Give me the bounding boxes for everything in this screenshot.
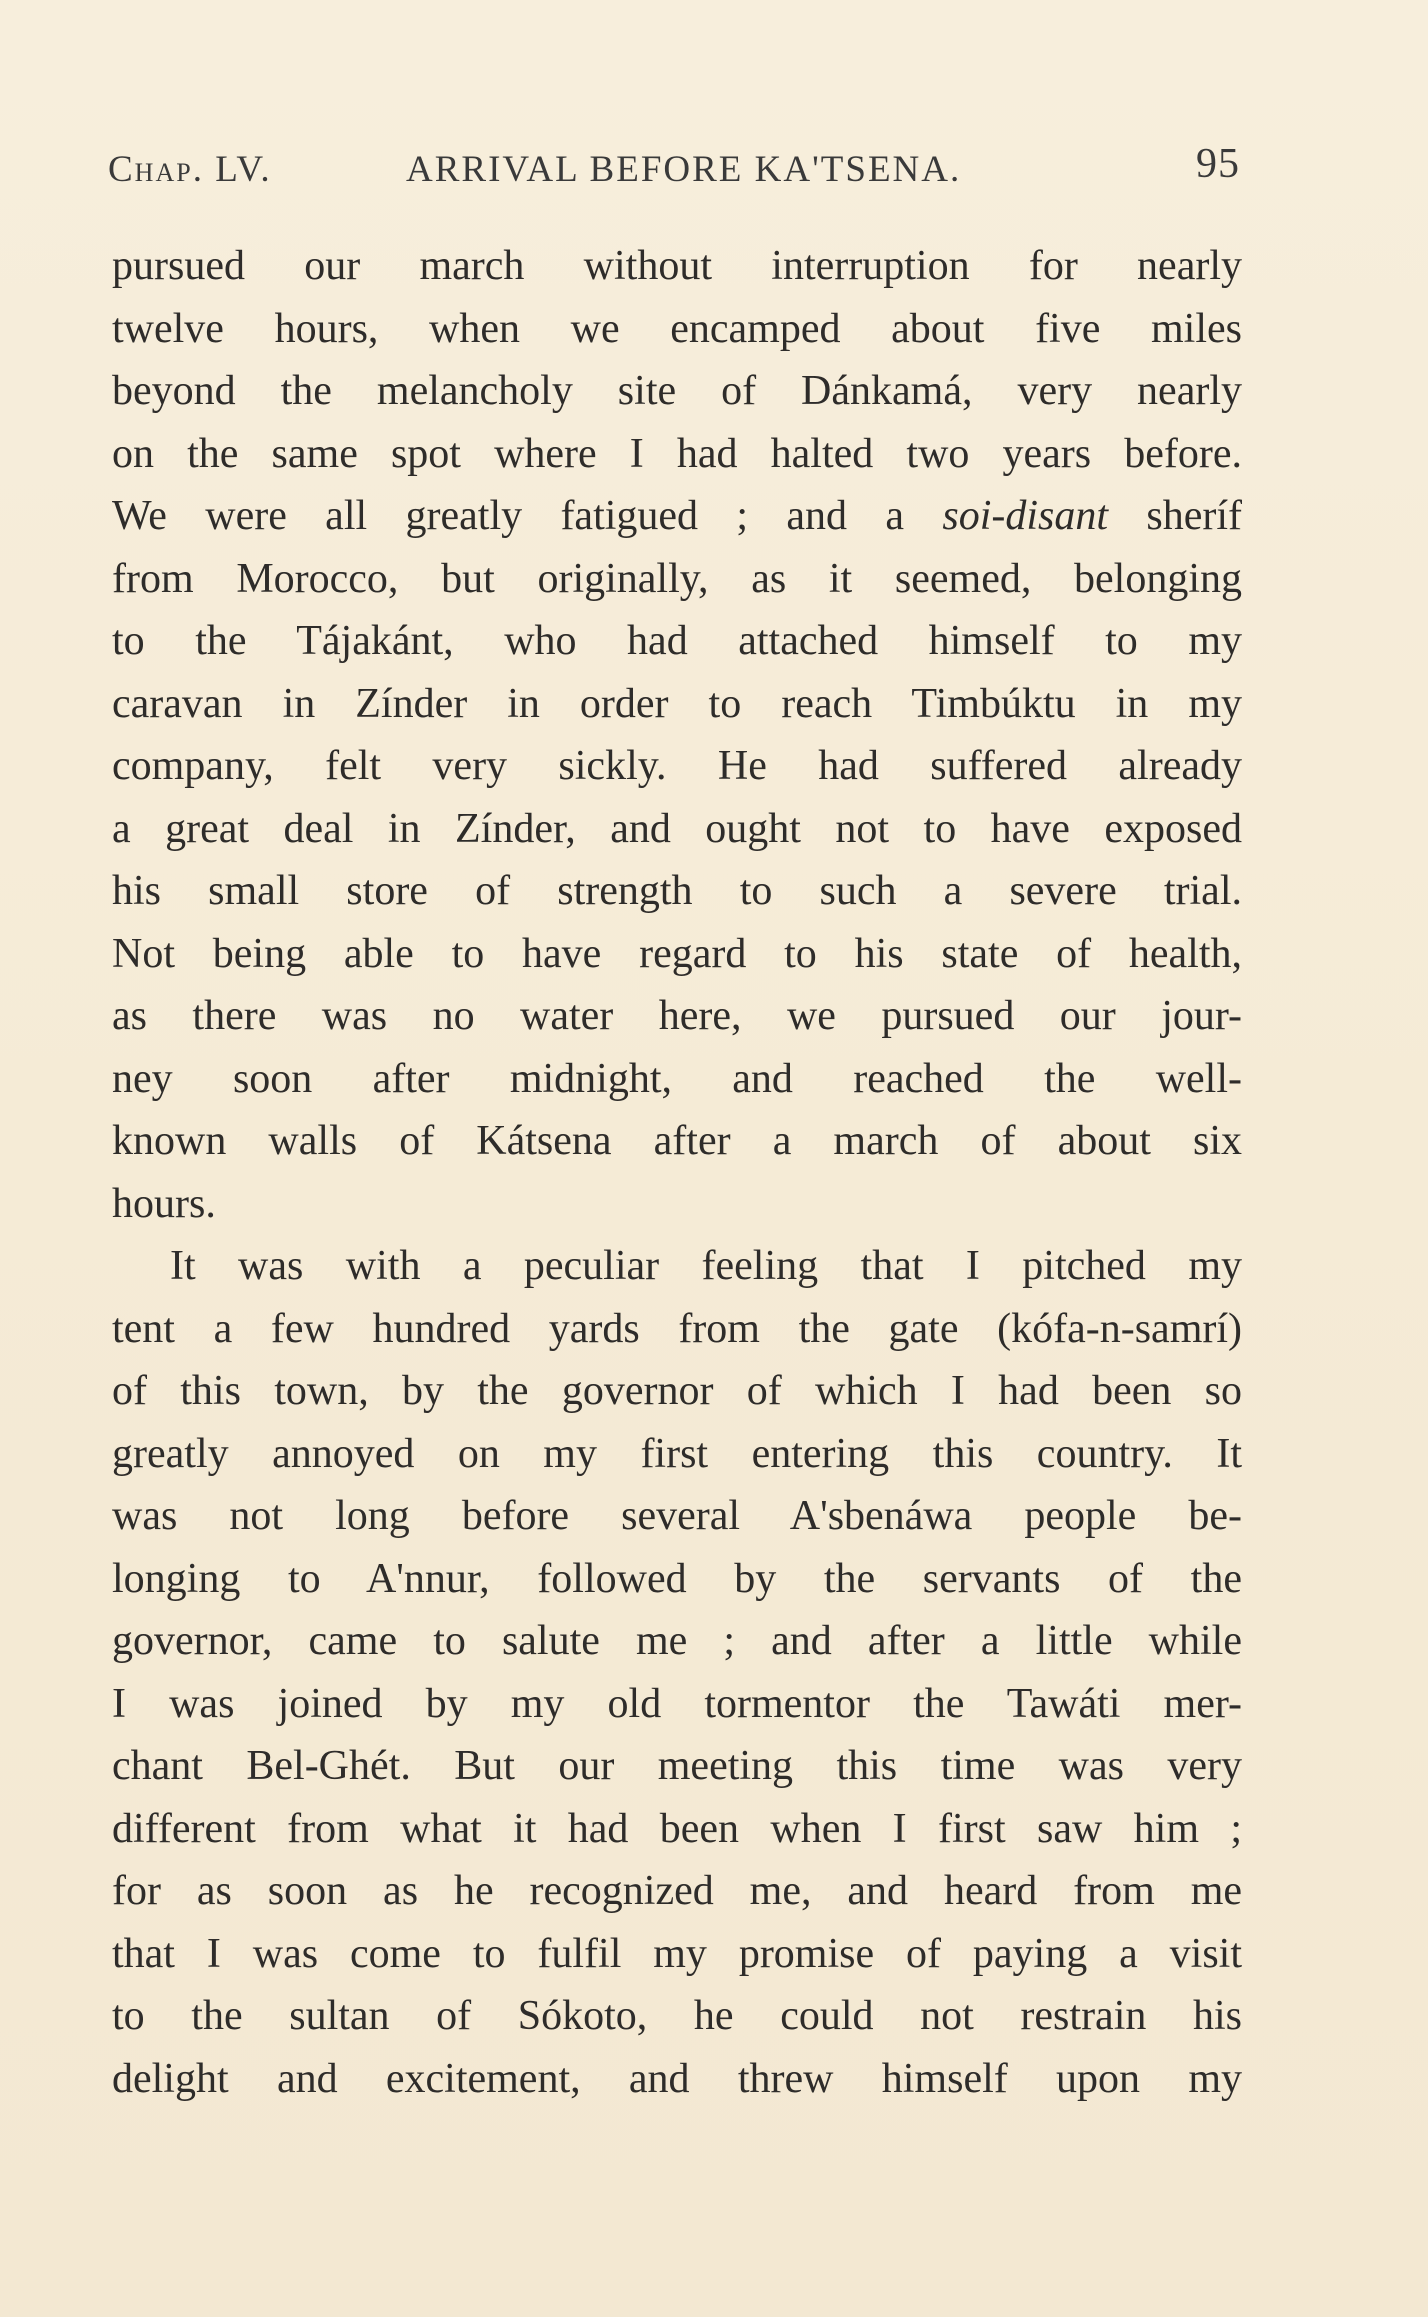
text-line: to the Tájakánt, who had attached himself to my xyxy=(112,618,1242,664)
running-title: ARRIVAL BEFORE KA'TSENA. xyxy=(406,149,962,190)
text-line: company, felt very sickly. He had suffered already xyxy=(112,743,1242,789)
chapter-label: Chap. LV. xyxy=(108,149,272,190)
text-line: on the same spot where I had halted two years before. xyxy=(112,430,1242,477)
text-line: caravan in Zínder in order to reach Timbúktu in my xyxy=(112,680,1242,727)
text-line: Not being able to have regard to his state of health, xyxy=(112,930,1242,977)
text-line: It was with a peculiar feeling that I pitched my xyxy=(170,1243,1242,1289)
italic-phrase: soi-disant xyxy=(942,493,1109,539)
text-line: for as soon as he recognized me, and heard from me xyxy=(112,1868,1242,1914)
text-line: his small store of strength to such a severe trial. xyxy=(112,868,1242,914)
text-segment: We were all greatly fatigued ; and a xyxy=(112,493,905,539)
text-line: ney soon after midnight, and reached the well- xyxy=(112,1055,1242,1102)
text-line: different from what it had been when I first saw him ; xyxy=(112,1805,1242,1852)
text-line: beyond the melancholy site of Dánkamá, very nearly xyxy=(112,368,1242,414)
text-line: hours. xyxy=(112,1180,216,1227)
text-line: longing to A'nnur, followed by the servants of the xyxy=(112,1555,1242,1602)
text-line: as there was no water here, we pursued our jour- xyxy=(112,993,1242,1039)
page-number: 95 xyxy=(1196,141,1240,187)
text-line: delight and excitement, and threw himself upon my xyxy=(112,2055,1242,2102)
text-line: tent a few hundred yards from the gate (kófa-n-samrí) xyxy=(112,1305,1242,1352)
body-text xyxy=(112,235,1242,2110)
text-line: was not long before several A'sbenáwa people be- xyxy=(112,1493,1242,1539)
text-line: greatly annoyed on my first entering this country. It xyxy=(112,1430,1242,1477)
text-segment: sheríf xyxy=(1146,493,1243,539)
text-line: that I was come to fulfil my promise of paying a visit xyxy=(112,1930,1242,1977)
text-line: twelve hours, when we encamped about five miles xyxy=(112,305,1242,352)
text-line: a great deal in Zínder, and ought not to have exposed xyxy=(112,805,1242,852)
text-line-with-italic xyxy=(112,485,1242,548)
text-line: from Morocco, but originally, as it seemed, belonging xyxy=(112,555,1242,602)
text-line: known walls of Kátsena after a march of about six xyxy=(112,1118,1242,1164)
text-line: pursued our march without interruption for nearly xyxy=(112,243,1242,289)
text-line: chant Bel-Ghét. But our meeting this time was very xyxy=(112,1743,1242,1789)
text-line: governor, came to salute me ; and after a little while xyxy=(112,1618,1242,1664)
text-line: to the sultan of Sókoto, he could not restrain his xyxy=(112,1993,1242,2039)
text-line: of this town, by the governor of which I had been so xyxy=(112,1368,1242,1414)
text-line: I was joined by my old tormentor the Tawáti mer- xyxy=(112,1680,1242,1727)
running-header xyxy=(108,140,1240,200)
